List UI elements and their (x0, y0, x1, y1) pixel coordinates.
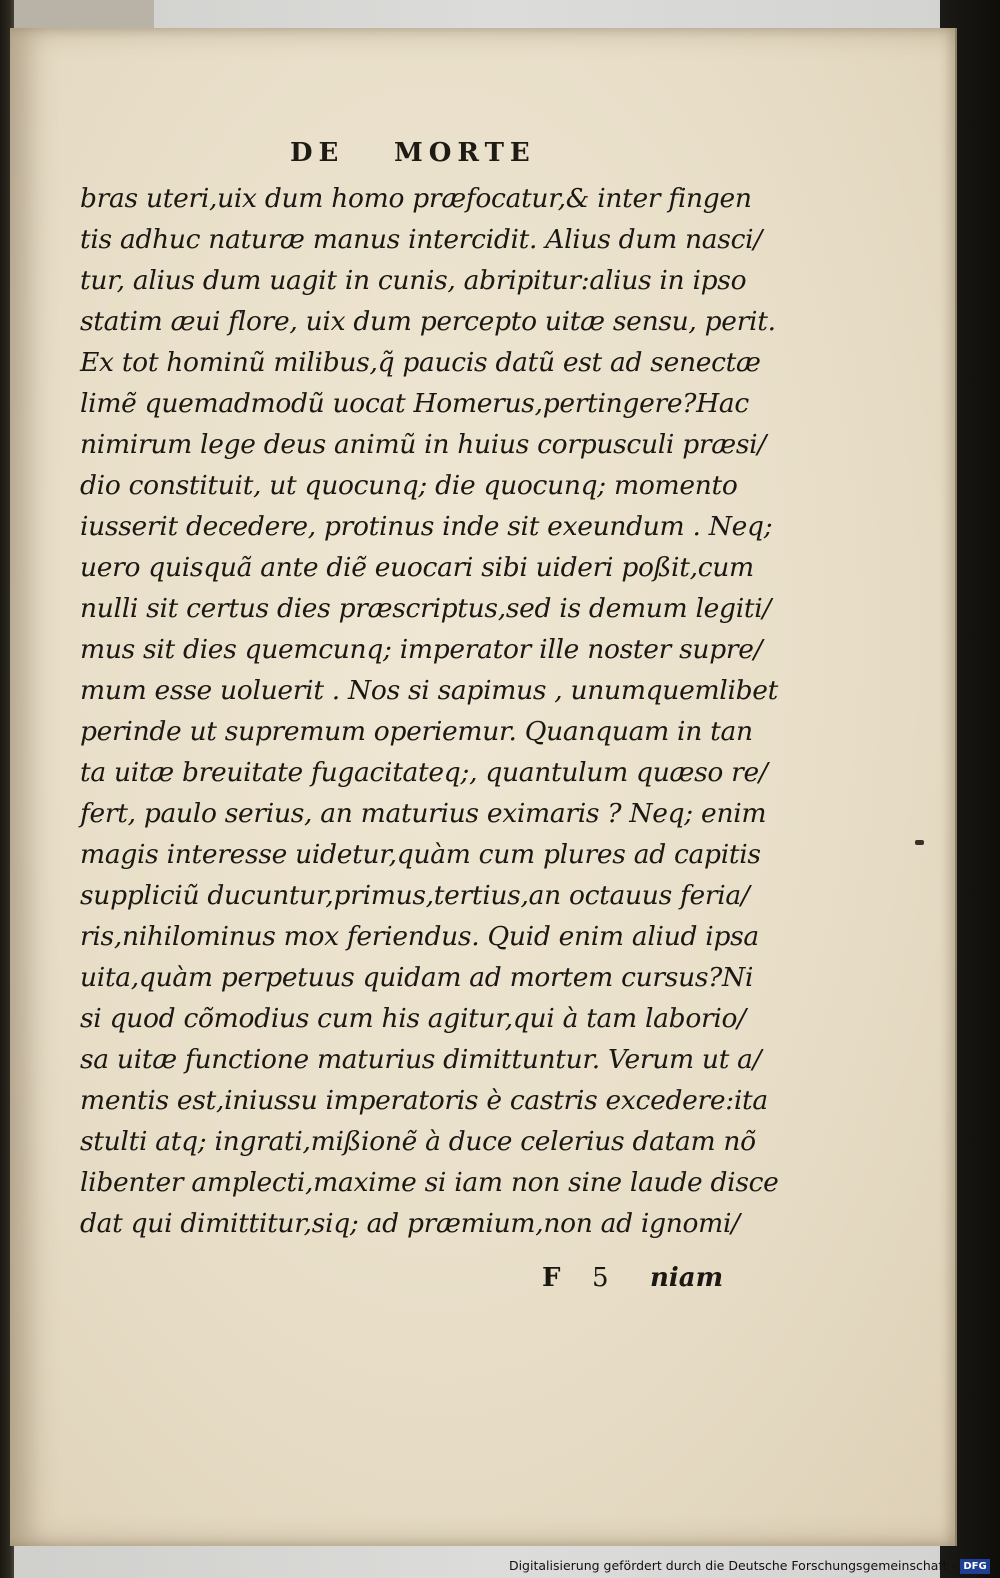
dfg-logo: DFG (960, 1559, 990, 1574)
text-line: stulti atq; ingrati,mißionẽ à duce celerius datam nõ (80, 1126, 756, 1157)
text-line: dat qui dimittitur,siq; ad præmium,non ad ignomi/ (80, 1208, 740, 1239)
text-line: dio constituit, ut quocunq; die quocunq; momento (80, 470, 738, 501)
text-line: ris,nihilominus mox feriendus. Quid enim aliud ipsa (80, 921, 759, 952)
page-footer (540, 1263, 740, 1303)
text-line: uero quisquã ante diẽ euocari sibi uideri poßit,cum (80, 552, 754, 583)
text-line: limẽ quemadmodũ uocat Homerus,pertingere?Hac (80, 388, 749, 419)
text-line: si quod cõmodius cum his agitur,qui à tam laborio/ (80, 1003, 746, 1034)
text-line: iusserit decedere, protinus inde sit exeundum . Neq; (80, 511, 773, 542)
text-line: mus sit dies quemcunq; imperator ille noster supre/ (80, 634, 763, 665)
text-line: perinde ut supremum operiemur. Quanquam in tan (80, 716, 753, 747)
text-line: bras uteri,uix dum homo præfocatur,& inter fingen (80, 183, 752, 214)
text-line: uita,quàm perpetuus quidam ad mortem cursus?Ni (80, 962, 754, 993)
text-line: sa uitæ functione maturius dimittuntur. Verum ut a/ (80, 1044, 762, 1075)
text-line: ta uitæ breuitate fugacitateq;, quantulum quæso re/ (80, 757, 768, 788)
scan-top-strip (14, 0, 154, 30)
text-line: tur, alius dum uagit in cunis, abripitur:alius in ipso (80, 265, 747, 296)
text-line: Ex tot hominũ milibus,q̃ paucis datũ est ad senectæ (80, 347, 761, 378)
text-line: mum esse uoluerit . Nos si sapimus , unumquemlibet (80, 675, 779, 706)
ink-speck (915, 840, 924, 845)
text-line: statim æui flore, uix dum percepto uitæ sensu, perit. (80, 306, 776, 337)
text-line: fert, paulo serius, an maturius eximaris ? Neq; enim (80, 798, 767, 829)
text-line: tis adhuc naturæ manus intercidit. Alius dum nasci/ (80, 224, 762, 255)
text-line: mentis est,iniussu imperatoris è castris excedere:ita (80, 1085, 768, 1116)
text-line: nimirum lege deus animũ in huius corpusculi præsi/ (80, 429, 766, 460)
text-line: libenter amplecti,maxime si iam non sine laude disce (80, 1167, 779, 1198)
text-line: nulli sit certus dies præscriptus,sed is demum legiti/ (80, 593, 772, 624)
text-line: magis interesse uidetur,quàm cum plures ad capitis (80, 839, 761, 870)
running-head-word: MORTE (394, 138, 536, 168)
text-line: suppliciũ ducuntur,primus,tertius,an octauus feria/ (80, 880, 750, 911)
running-head (290, 138, 590, 172)
catchword: niam (650, 1263, 724, 1293)
running-head-word: DE (290, 138, 345, 168)
body-text (80, 178, 779, 1244)
digitization-credit-text: Digitalisierung gefördert durch die Deutsche Forschungsgemeinschaft - (508, 1558, 956, 1573)
signature-number: 5 (592, 1263, 609, 1293)
digitization-credit-bar (0, 1556, 1000, 1578)
signature-mark: F (542, 1263, 561, 1293)
